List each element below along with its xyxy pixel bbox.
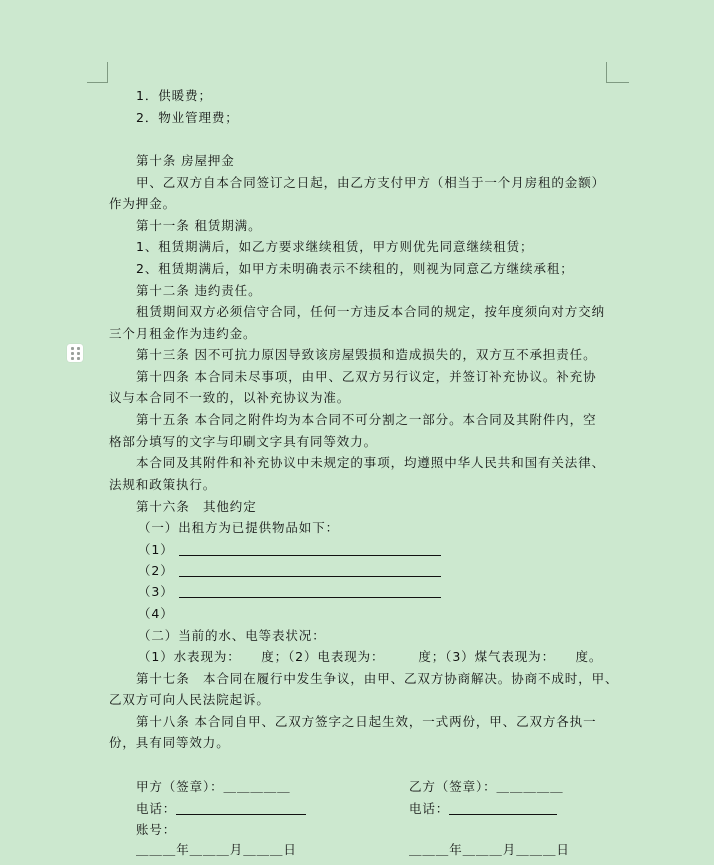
- article-16-sub-1: （一）出租方为已提供物品如下：: [138, 520, 340, 535]
- article-18: 第十八条 本合同自甲、乙双方签字之日起生效，一式两份，甲、乙双方各执一: [136, 714, 597, 729]
- party-b-phone-field[interactable]: [449, 800, 557, 815]
- list-item-heating-fee: 1．供暖费；: [136, 88, 212, 103]
- misc-clause: 本合同及其附件和补充协议中未规定的事项，均遵照中华人民共和国有关法律、: [136, 455, 606, 470]
- article-11-item-2: 2、租赁期满后，如甲方未明确表示不续租的，则视为同意乙方继续承租；: [136, 261, 574, 276]
- article-10-title: 第十条 房屋押金: [136, 153, 235, 168]
- party-b-phone-row: [409, 799, 714, 819]
- article-10-body: 甲、乙双方自本合同签订之日起，由乙方支付甲方（相当于一个月房租的金额）: [136, 175, 606, 190]
- list-item-property-fee: 2．物业管理费；: [136, 110, 239, 125]
- item-1-blank-field[interactable]: [179, 541, 441, 556]
- item-1-label: （1）: [138, 542, 174, 557]
- item-1-row: [138, 540, 638, 560]
- article-18-cont: 份，具有同等效力。: [109, 735, 230, 750]
- party-a-date: ＿＿＿年＿＿＿月＿＿＿日: [136, 842, 297, 857]
- item-4-row: [138, 604, 638, 624]
- item-2-blank-field[interactable]: [179, 562, 441, 577]
- gas-meter-reading: （3）煤气表现为： 度。: [445, 649, 603, 664]
- item-2-row: [138, 561, 638, 581]
- article-16-sub-2: （二）当前的水、电等表状况：: [138, 628, 326, 643]
- misc-clause-cont: 法规和政策执行。: [109, 477, 217, 492]
- party-a-phone-label: 电话：: [136, 801, 177, 816]
- item-3-row: [138, 582, 638, 602]
- item-2-label: （2）: [138, 563, 174, 578]
- article-11-title: 第十一条 租赁期满。: [136, 218, 262, 233]
- article-14: 第十四条 本合同未尽事项，由甲、乙双方另行议定，并签订补充协议。补充协: [136, 369, 597, 384]
- party-b-phone-label: 电话：: [409, 801, 450, 816]
- article-12-title: 第十二条 违约责任。: [136, 283, 262, 298]
- water-meter-reading: （1）水表现为： 度；: [138, 649, 289, 664]
- item-3-label: （3）: [138, 584, 174, 599]
- meter-readings: [138, 647, 638, 667]
- article-15-cont: 格部分填写的文字与印刷文字具有同等效力。: [109, 434, 378, 449]
- article-12-body-cont: 三个月租金作为违约金。: [109, 326, 257, 341]
- top-left-margin-mark: [87, 62, 108, 83]
- article-10-body-cont: 作为押金。: [109, 196, 177, 211]
- item-4-label: （4）: [138, 606, 174, 621]
- article-17-cont: 乙双方可向人民法院起诉。: [109, 692, 270, 707]
- top-right-margin-mark: [606, 62, 629, 83]
- party-b-date: ＿＿＿年＿＿＿月＿＿＿日: [409, 842, 570, 857]
- electric-meter-reading: （2）电表现为： 度；: [288, 649, 446, 664]
- party-a-signature: 甲方（签章）：＿＿＿＿＿: [136, 779, 291, 794]
- article-13: 第十三条 因不可抗力原因导致该房屋毁损和造成损失的，双方互不承担责任。: [136, 347, 597, 362]
- drag-handle-icon[interactable]: [67, 344, 83, 362]
- article-15: 第十五条 本合同之附件均为本合同不可分割之一部分。本合同及其附件内，空: [136, 412, 597, 427]
- article-16-title: 第十六条 其他约定: [136, 499, 257, 514]
- party-a-phone-field[interactable]: [176, 800, 306, 815]
- item-3-blank-field[interactable]: [179, 583, 441, 598]
- article-12-body: 租赁期间双方必须信守合同，任何一方违反本合同的规定，按年度须向对方交纳: [136, 304, 606, 319]
- article-11-item-1: 1、租赁期满后，如乙方要求继续租赁，甲方则优先同意继续租赁；: [136, 239, 534, 254]
- article-14-cont: 议与本合同不一致的，以补充协议为准。: [109, 390, 351, 405]
- party-a-account-label: 账号：: [136, 822, 177, 837]
- article-17: 第十七条 本合同在履行中发生争议，由甲、乙双方协商解决。协商不成时，甲、: [136, 671, 619, 686]
- party-b-signature: 乙方（签章）：＿＿＿＿＿: [409, 779, 564, 794]
